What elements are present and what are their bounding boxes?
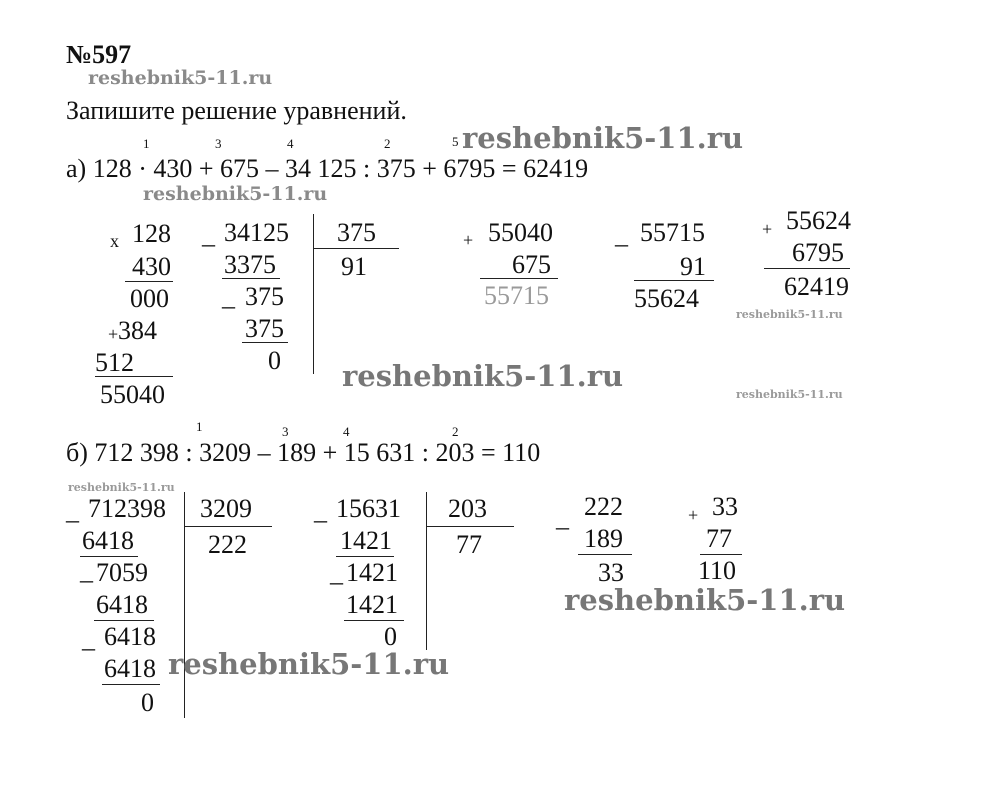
plus-sign: + [762,219,773,239]
division-remainder: 0 [141,688,154,717]
plus-sign: + [108,324,119,344]
quotient: 77 [456,530,482,559]
rule [125,281,173,282]
divisor: 203 [448,494,487,523]
watermark: reshebnik5-11.ru [68,481,175,494]
add-line: 77 [706,524,732,553]
mult-result: 55040 [100,380,165,409]
quotient: 91 [341,252,367,281]
order-mark: 4 [343,424,350,439]
rule [313,248,399,249]
watermark: reshebnik5-11.ru [736,308,843,321]
mult-line: 512 [95,348,134,377]
division-step: 1421 [340,526,392,555]
rule [700,554,742,555]
division-step: 1421 [346,558,398,587]
multiply-sign: x [110,231,119,251]
division-step: 7059 [96,558,148,587]
quotient: 222 [208,530,247,559]
division-step: 6418 [104,622,156,651]
division-step: 6418 [104,654,156,683]
add-result: 110 [698,556,737,585]
division-bar [313,214,314,374]
division-remainder: 0 [268,346,281,375]
add-result: 55715 [484,281,549,310]
add-line: 55040 [488,218,553,247]
plus-sign: + [688,505,699,525]
minus-sign: _ [556,503,569,532]
division-step: 3375 [224,250,276,279]
rule [480,278,558,279]
order-mark: 1 [143,136,150,151]
rule [94,620,154,621]
order-mark: 3 [282,424,289,439]
sub-line: 189 [584,524,623,553]
instruction: Запишите решение уравнений. [66,96,407,125]
watermark: reshebnik5-11.ru [88,67,273,89]
equation-b: б) 712 398 : 3209 – 189 + 15 631 : 203 = 110 [66,438,541,467]
order-mark: 2 [384,136,391,151]
division-step: 6418 [82,526,134,555]
mult-line: 000 [130,284,169,313]
add-line: 55624 [786,206,851,235]
minus-sign: _ [330,558,343,587]
watermark: reshebnik5-11.ru [736,388,843,401]
sub-line: 55715 [640,218,705,247]
minus-sign: _ [314,496,327,525]
division-step: 1421 [346,590,398,619]
problem-number: №597 [66,40,132,69]
division-step: 375 [245,314,284,343]
mult-line: 384 [118,316,157,345]
divisor: 3209 [200,494,252,523]
equation-a: а) 128 · 430 + 675 – 34 125 : 375 + 6795 = 62419 [66,154,589,183]
plus-sign: + [463,230,474,250]
rule [242,342,288,343]
add-line: 6795 [792,238,844,267]
division-step: 375 [245,282,284,311]
rule [184,526,272,527]
order-mark: 2 [452,424,459,439]
sub-result: 33 [598,558,624,587]
division-remainder: 0 [384,622,397,651]
dividend: 712398 [88,494,166,523]
add-line: 33 [712,492,738,521]
sub-line: 222 [584,492,623,521]
mult-line: 128 [132,219,171,248]
minus-sign: _ [222,282,235,311]
order-mark: 5 [452,134,459,149]
watermark: reshebnik5-11.ru [564,583,846,617]
add-result: 62419 [784,272,849,301]
rule [426,526,514,527]
sub-line: 91 [680,252,706,281]
rule [336,556,394,557]
watermark: reshebnik5-11.ru [462,121,744,155]
watermark: reshebnik5-11.ru [168,647,450,681]
order-mark: 1 [196,419,203,434]
sub-result: 55624 [634,284,699,313]
rule [95,376,173,377]
minus-sign: _ [82,624,95,653]
order-mark: 3 [215,136,222,151]
order-mark: 4 [287,136,294,151]
rule [578,554,632,555]
minus-sign: _ [615,220,628,249]
minus-sign: _ [80,556,93,585]
divisor: 375 [337,218,376,247]
rule [344,620,404,621]
rule [634,280,714,281]
rule [222,278,280,279]
minus-sign: _ [66,496,79,525]
division-bar [426,492,427,650]
watermark: reshebnik5-11.ru [342,359,624,393]
minus-sign: _ [202,220,215,249]
rule [764,268,850,269]
division-step: 6418 [96,590,148,619]
rule [102,684,160,685]
dividend: 15631 [336,494,401,523]
watermark: reshebnik5-11.ru [143,183,328,205]
dividend: 34125 [224,218,289,247]
add-line: 675 [512,250,551,279]
mult-line: 430 [132,252,171,281]
